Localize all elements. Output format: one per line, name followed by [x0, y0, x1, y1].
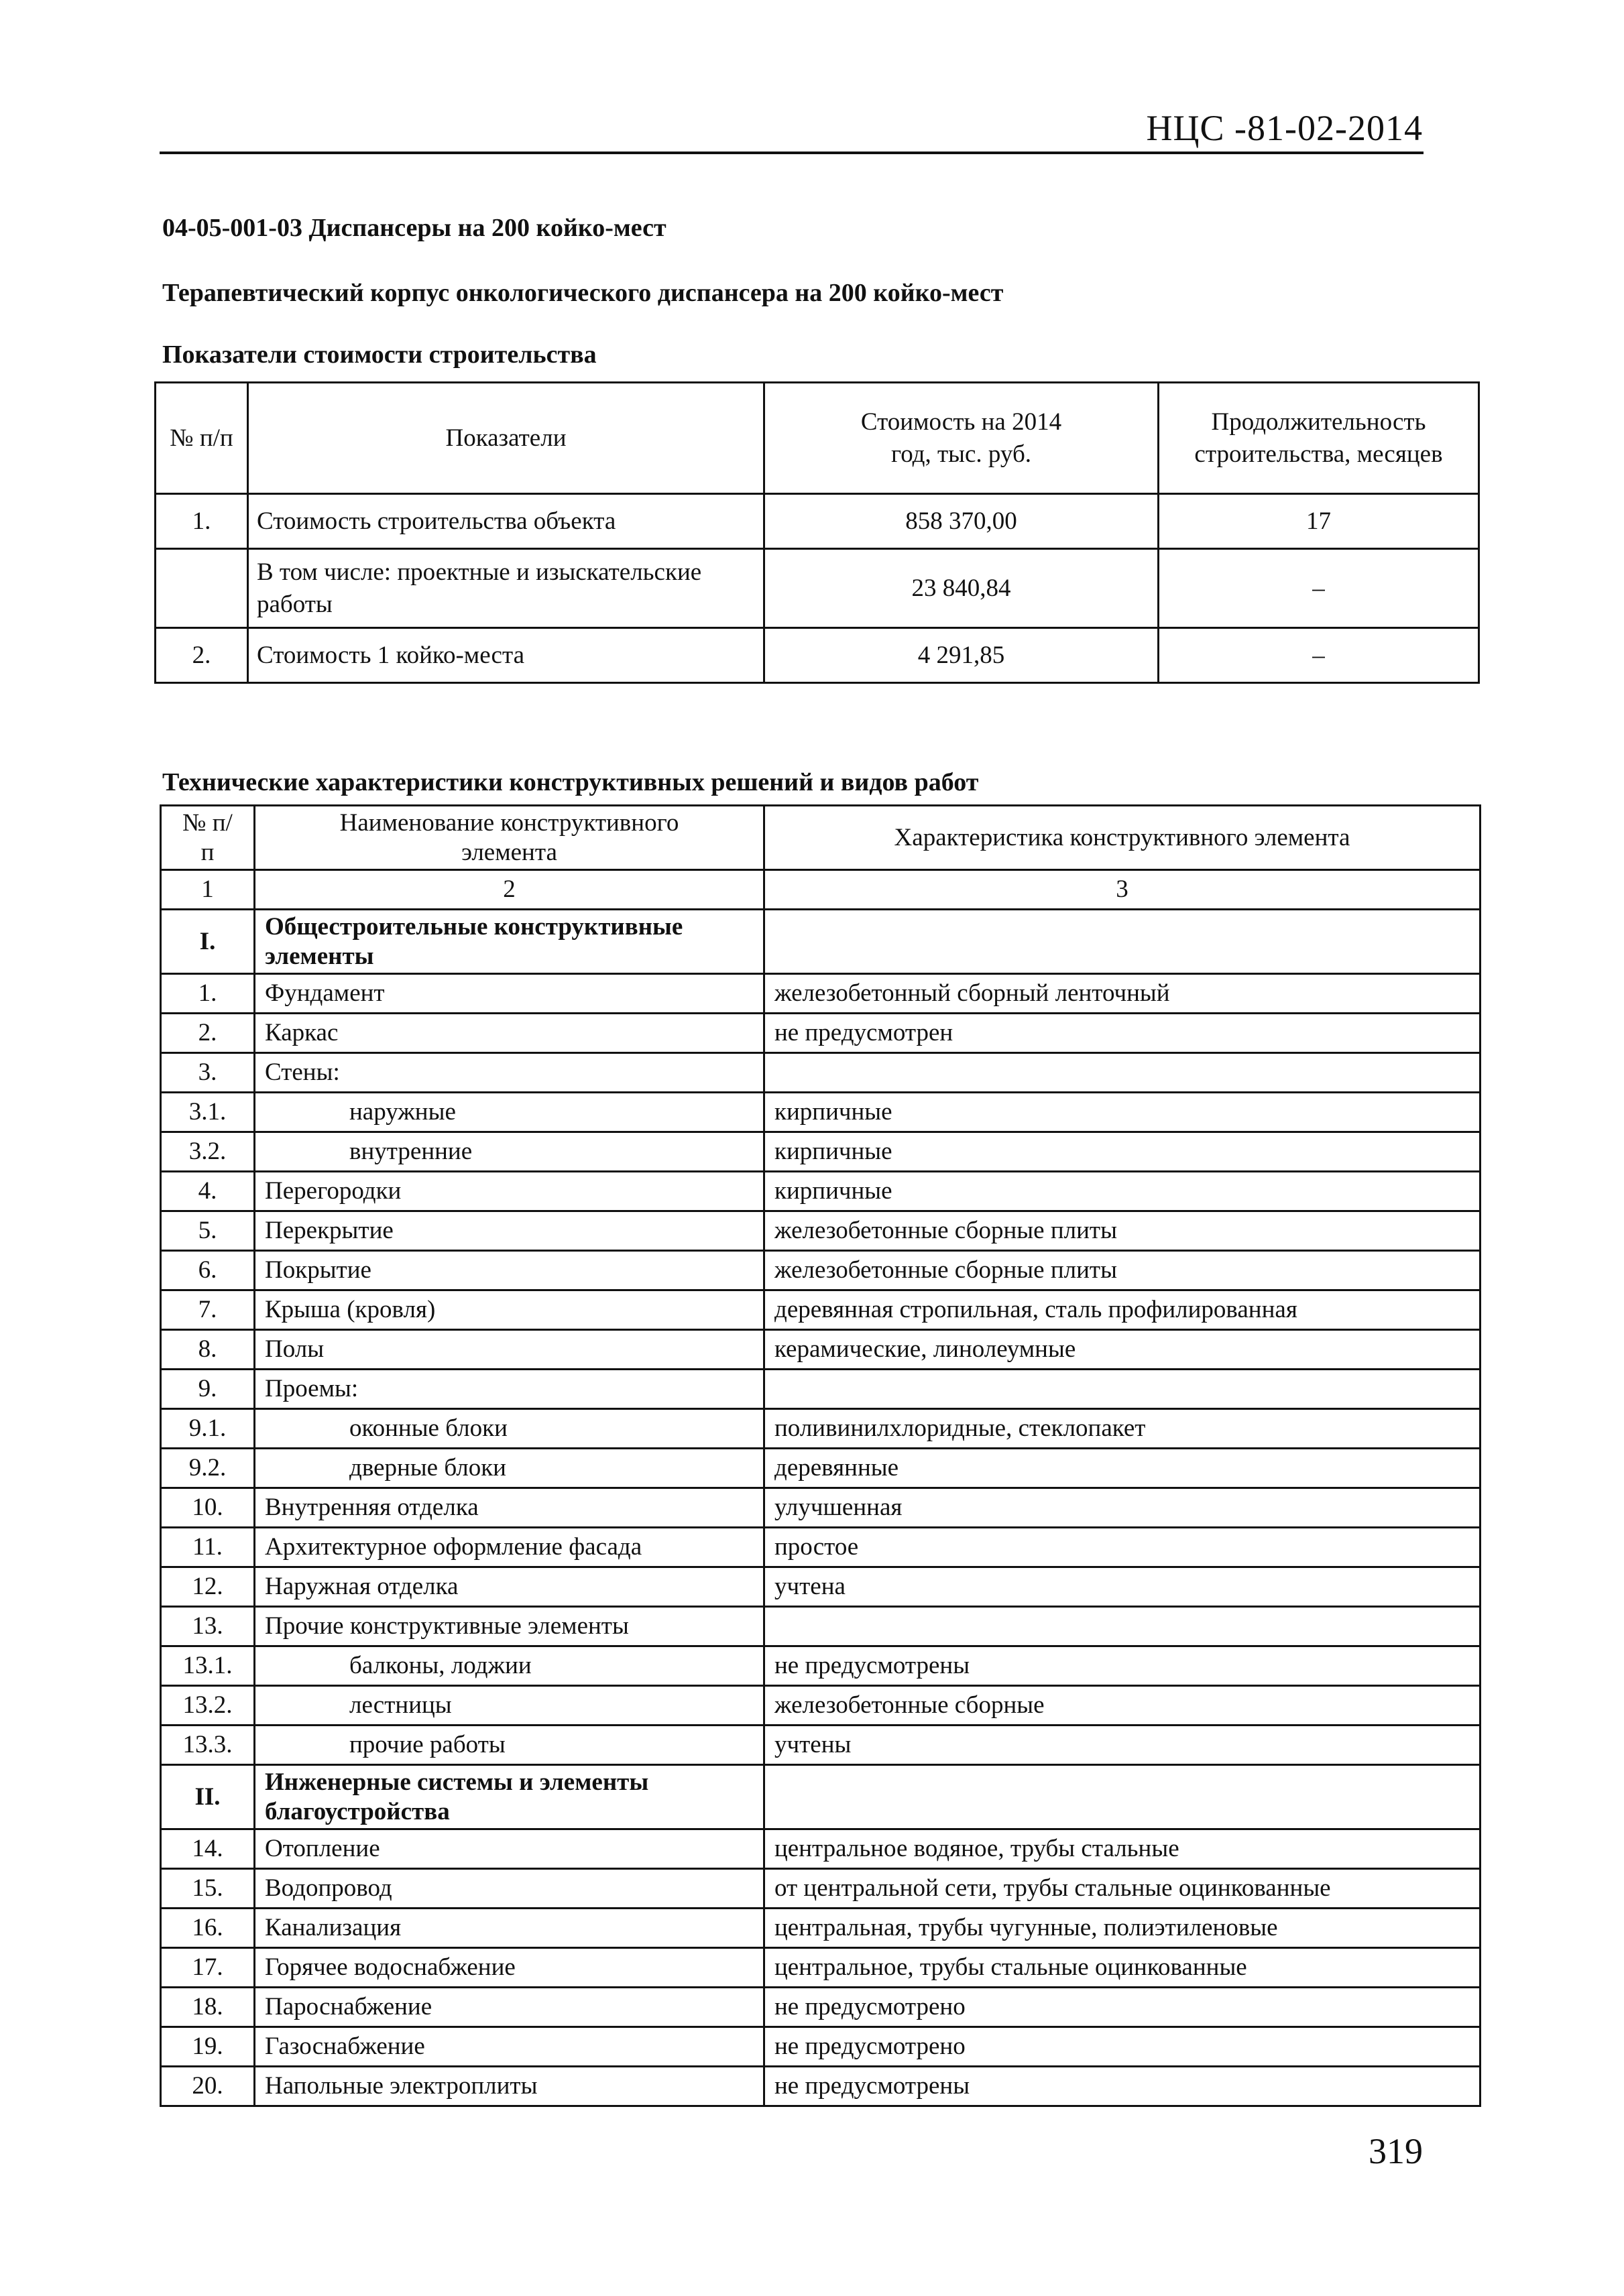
table-row — [161, 1988, 1481, 2027]
cost-heading: Показатели стоимости строительства — [162, 341, 597, 369]
row-number: 19. — [161, 2027, 255, 2067]
row-number: 9.1. — [161, 1409, 255, 1449]
element-name: Пароснабжение — [255, 1988, 764, 2027]
column-number: 3 — [764, 870, 1481, 910]
element-name: лестницы — [255, 1686, 764, 1726]
element-name: Фундамент — [255, 974, 764, 1014]
table-row — [161, 1132, 1481, 1172]
column-number: 2 — [255, 870, 764, 910]
cost-row-duration: – — [1159, 549, 1479, 628]
element-name: Покрытие — [255, 1251, 764, 1290]
table-row — [161, 1686, 1481, 1726]
row-number: 13.3. — [161, 1726, 255, 1765]
element-name: Проемы: — [255, 1370, 764, 1409]
cost-row-cost: 4 291,85 — [764, 628, 1159, 683]
row-number: 15. — [161, 1869, 255, 1909]
element-name: внутренние — [255, 1132, 764, 1172]
row-number: 6. — [161, 1251, 255, 1290]
table-row — [156, 549, 1479, 628]
cost-row-cost: 858 370,00 — [764, 494, 1159, 549]
tech-heading: Технические характеристики конструктивных решений и видов работ — [162, 768, 979, 796]
table-row — [161, 1211, 1481, 1251]
element-characteristic: учтена — [764, 1567, 1481, 1607]
element-characteristic — [764, 1765, 1481, 1829]
table-row — [161, 1765, 1481, 1829]
table-row — [161, 1330, 1481, 1370]
element-name: Архитектурное оформление фасада — [255, 1528, 764, 1567]
element-name: Перекрытие — [255, 1211, 764, 1251]
row-number: 1. — [161, 974, 255, 1014]
element-characteristic: не предусмотрен — [764, 1014, 1481, 1053]
element-characteristic: кирпичные — [764, 1132, 1481, 1172]
table-row — [161, 1251, 1481, 1290]
table-row — [161, 1607, 1481, 1646]
element-characteristic: центральное водяное, трубы стальные — [764, 1829, 1481, 1869]
table-row — [161, 1909, 1481, 1948]
element-characteristic: от центральной сети, трубы стальные оцинкованные — [764, 1869, 1481, 1909]
element-characteristic: железобетонные сборные — [764, 1686, 1481, 1726]
section-name: Общестроительные конструктивные элементы — [255, 910, 764, 974]
row-number: 13.1. — [161, 1646, 255, 1686]
cost-header-indicator: Показатели — [248, 383, 764, 494]
element-name: балконы, лоджии — [255, 1646, 764, 1686]
cost-row-indicator: Стоимость 1 койко-места — [248, 628, 764, 683]
row-number: 3.1. — [161, 1093, 255, 1132]
element-name: дверные блоки — [255, 1449, 764, 1488]
table-row — [161, 1869, 1481, 1909]
cost-row-duration: 17 — [1159, 494, 1479, 549]
row-number: 13.2. — [161, 1686, 255, 1726]
table-row — [161, 1726, 1481, 1765]
document-code: НЦС -81-02-2014 — [1146, 108, 1423, 148]
element-characteristic — [764, 1607, 1481, 1646]
cost-row-num: 1. — [156, 494, 248, 549]
row-number: 3.2. — [161, 1132, 255, 1172]
table-row — [161, 1488, 1481, 1528]
row-number: 18. — [161, 1988, 255, 2027]
element-characteristic: не предусмотрено — [764, 2027, 1481, 2067]
element-characteristic — [764, 1053, 1481, 1093]
table-row — [161, 1409, 1481, 1449]
element-name: Напольные электроплиты — [255, 2067, 764, 2106]
element-name: Каркас — [255, 1014, 764, 1053]
table-row — [161, 1370, 1481, 1409]
cost-header-cost: Стоимость на 2014 год, тыс. руб. — [764, 383, 1159, 494]
element-characteristic: учтены — [764, 1726, 1481, 1765]
row-number: 5. — [161, 1211, 255, 1251]
element-characteristic: простое — [764, 1528, 1481, 1567]
element-characteristic: не предусмотрены — [764, 2067, 1481, 2106]
object-title: Терапевтический корпус онкологического диспансера на 200 койко-мест — [162, 279, 1004, 307]
section-name: Инженерные системы и элементы благоустройства — [255, 1765, 764, 1829]
element-characteristic: деревянная стропильная, сталь профилированная — [764, 1290, 1481, 1330]
element-name: наружные — [255, 1093, 764, 1132]
row-number: 14. — [161, 1829, 255, 1869]
element-name: Полы — [255, 1330, 764, 1370]
table-row — [156, 494, 1479, 549]
element-characteristic: железобетонные сборные плиты — [764, 1211, 1481, 1251]
element-name: оконные блоки — [255, 1409, 764, 1449]
tech-table-colnum-row — [161, 870, 1481, 910]
element-characteristic: железобетонные сборные плиты — [764, 1251, 1481, 1290]
row-number: 20. — [161, 2067, 255, 2106]
element-name: Крыша (кровля) — [255, 1290, 764, 1330]
table-row — [161, 1053, 1481, 1093]
section-code-title: 04-05-001-03 Диспансеры на 200 койко-мест — [162, 214, 666, 242]
tech-table-body — [161, 910, 1481, 2106]
row-number: 10. — [161, 1488, 255, 1528]
row-number: 13. — [161, 1607, 255, 1646]
row-number: 16. — [161, 1909, 255, 1948]
table-row — [161, 1014, 1481, 1053]
element-characteristic: центральная, трубы чугунные, полиэтиленовые — [764, 1909, 1481, 1948]
element-characteristic: поливинилхлоридные, стеклопакет — [764, 1409, 1481, 1449]
row-number: 7. — [161, 1290, 255, 1330]
row-number: 9.2. — [161, 1449, 255, 1488]
row-number: I. — [161, 910, 255, 974]
row-number: 11. — [161, 1528, 255, 1567]
element-characteristic: не предусмотрены — [764, 1646, 1481, 1686]
cost-header-num: № п/п — [156, 383, 248, 494]
tech-table — [160, 804, 1481, 2107]
element-name: Водопровод — [255, 1869, 764, 1909]
element-name: Наружная отделка — [255, 1567, 764, 1607]
row-number: 4. — [161, 1172, 255, 1211]
element-characteristic: кирпичные — [764, 1093, 1481, 1132]
table-row — [161, 1449, 1481, 1488]
row-number: 17. — [161, 1948, 255, 1988]
tech-header-name: Наименование конструктивного элемента — [255, 806, 764, 870]
tech-table-header-row — [161, 806, 1481, 870]
cost-row-indicator: Стоимость строительства объекта — [248, 494, 764, 549]
cost-header-duration: Продолжительность строительства, месяцев — [1159, 383, 1479, 494]
element-name: Перегородки — [255, 1172, 764, 1211]
table-row — [161, 1172, 1481, 1211]
table-row — [161, 1646, 1481, 1686]
tech-header-num: № п/п — [161, 806, 255, 870]
table-row — [161, 2027, 1481, 2067]
element-name: Прочие конструктивные элементы — [255, 1607, 764, 1646]
table-row — [161, 1829, 1481, 1869]
table-row — [161, 1093, 1481, 1132]
row-number: 8. — [161, 1330, 255, 1370]
table-row — [161, 974, 1481, 1014]
table-row — [156, 628, 1479, 683]
row-number: 2. — [161, 1014, 255, 1053]
tech-header-char: Характеристика конструктивного элемента — [764, 806, 1481, 870]
element-name: Канализация — [255, 1909, 764, 1948]
cost-row-cost: 23 840,84 — [764, 549, 1159, 628]
row-number: 9. — [161, 1370, 255, 1409]
cost-table — [154, 381, 1480, 684]
element-characteristic: не предусмотрено — [764, 1988, 1481, 2027]
element-name: прочие работы — [255, 1726, 764, 1765]
element-characteristic: кирпичные — [764, 1172, 1481, 1211]
cost-row-duration: – — [1159, 628, 1479, 683]
header-rule — [160, 152, 1424, 154]
table-row — [161, 1290, 1481, 1330]
element-name: Газоснабжение — [255, 2027, 764, 2067]
element-name: Внутренняя отделка — [255, 1488, 764, 1528]
column-number: 1 — [161, 870, 255, 910]
cost-row-indicator: В том числе: проектные и изыскательские работы — [248, 549, 764, 628]
element-name: Горячее водоснабжение — [255, 1948, 764, 1988]
element-name: Отопление — [255, 1829, 764, 1869]
element-characteristic — [764, 910, 1481, 974]
cost-table-header-row — [156, 383, 1479, 494]
table-row — [161, 1528, 1481, 1567]
element-characteristic: улучшенная — [764, 1488, 1481, 1528]
element-characteristic: деревянные — [764, 1449, 1481, 1488]
element-characteristic: железобетонный сборный ленточный — [764, 974, 1481, 1014]
row-number: 3. — [161, 1053, 255, 1093]
table-row — [161, 1948, 1481, 1988]
element-name: Стены: — [255, 1053, 764, 1093]
element-characteristic — [764, 1370, 1481, 1409]
element-characteristic: центральное, трубы стальные оцинкованные — [764, 1948, 1481, 1988]
page-number: 319 — [1369, 2131, 1423, 2171]
cost-row-num — [156, 549, 248, 628]
row-number: 12. — [161, 1567, 255, 1607]
cost-row-num: 2. — [156, 628, 248, 683]
table-row — [161, 910, 1481, 974]
table-row — [161, 2067, 1481, 2106]
element-characteristic: керамические, линолеумные — [764, 1330, 1481, 1370]
table-row — [161, 1567, 1481, 1607]
row-number: II. — [161, 1765, 255, 1829]
